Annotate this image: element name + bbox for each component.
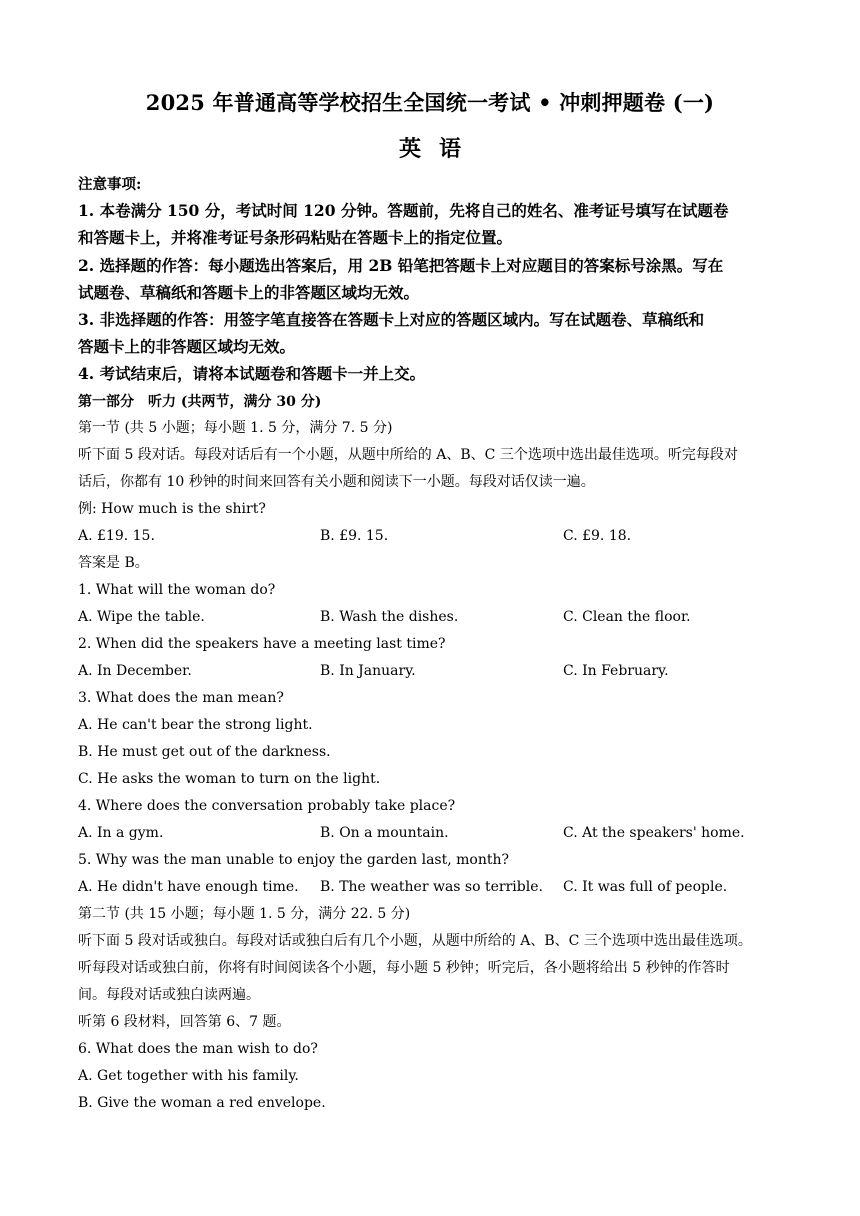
note-1-line-2: 和答题卡上，并将准考证号条形码粘贴在答题卡上的指定位置。 [78, 228, 513, 247]
example-option-c: C. £9. 18. [563, 528, 632, 544]
q3-option-b: B. He must get out of the darkness. [78, 744, 331, 760]
example-question: 例: How much is the shirt? [78, 501, 266, 517]
example-option-a: A. £19. 15. [78, 528, 155, 544]
example-option-b: B. £9. 15. [320, 528, 389, 544]
question-5: 5. Why was the man unable to enjoy the garden last, month? [78, 852, 509, 868]
example-answer: 答案是 B。 [78, 555, 149, 571]
subject-title: 英语 [398, 136, 479, 162]
section2-instructions-line-1: 听下面 5 段对话或独白。每段对话或独白后有几个小题，从题中所给的 A、B、C 三个选项中选出最佳选项。 [78, 933, 752, 949]
q6-option-b: B. Give the woman a red envelope. [78, 1095, 326, 1111]
q3-option-c: C. He asks the woman to turn on the light. [78, 771, 381, 787]
question-2: 2. When did the speakers have a meeting last time? [78, 636, 446, 652]
q1-option-c: C. Clean the floor. [563, 609, 691, 625]
q4-option-b: B. On a mountain. [320, 825, 449, 841]
q5-option-a: A. He didn't have enough time. [78, 879, 299, 895]
q1-option-a: A. Wipe the table. [78, 609, 205, 625]
note-2-line-1: 2. 选择题的作答：每小题选出答案后，用 2B 铅笔把答题卡上对应题目的答案标号涂黑。写在 [78, 256, 724, 275]
q4-option-a: A. In a gym. [78, 825, 164, 841]
note-4: 4. 考试结束后，请将本试题卷和答题卡一并上交。 [78, 364, 426, 383]
question-1: 1. What will the woman do? [78, 582, 276, 598]
note-1-line-1: 1. 本卷满分 150 分，考试时间 120 分钟。答题前，先将自己的姓名、准考证号填写在试题卷 [78, 201, 729, 220]
q2-option-c: C. In February. [563, 663, 669, 679]
section1-heading: 第一节 (共 5 小题；每小题 1. 5 分，满分 7. 5 分) [78, 420, 393, 436]
q2-option-b: B. In January. [320, 663, 416, 679]
part1-heading: 第一部分 听力 (共两节，满分 30 分) [78, 394, 322, 410]
section2-heading: 第二节 (共 15 小题；每小题 1. 5 分，满分 22. 5 分) [78, 906, 411, 922]
question-6: 6. What does the man wish to do? [78, 1041, 318, 1057]
q4-option-c: C. At the speakers' home. [563, 825, 745, 841]
q6-option-a: A. Get together with his family. [78, 1068, 299, 1084]
notes-heading: 注意事项: [78, 176, 142, 193]
section2-instructions-line-2: 听每段对话或独白前，你将有时间阅读各个小题，每小题 5 秒钟；听完后，各小题将给出 5 秒钟的作答时 [78, 960, 730, 976]
note-3-line-2: 答题卡上的非答题区域均无效。 [78, 337, 296, 356]
q2-option-a: A. In December. [78, 663, 192, 679]
q1-option-b: B. Wash the dishes. [320, 609, 459, 625]
q5-option-c: C. It was full of people. [563, 879, 728, 895]
note-3-line-1: 3. 非选择题的作答：用签字笔直接答在答题卡上对应的答题区域内。写在试题卷、草稿纸和 [78, 310, 705, 329]
q5-option-b: B. The weather was so terrible. [320, 879, 543, 895]
section2-instructions-line-3: 间。每段对话或独白读两遍。 [78, 987, 260, 1003]
exam-title: 2025 年普通高等学校招生全国统一考试 • 冲刺押题卷 (一) [145, 90, 715, 115]
note-2-line-2: 试题卷、草稿纸和答题卡上的非答题区域均无效。 [78, 283, 420, 302]
material-6-prompt: 听第 6 段材料，回答第 6、7 题。 [78, 1014, 291, 1030]
question-3: 3. What does the man mean? [78, 690, 284, 706]
question-4: 4. Where does the conversation probably take place? [78, 798, 456, 814]
section1-instructions-line-1: 听下面 5 段对话。每段对话后有一个小题，从题中所给的 A、B、C 三个选项中选出最佳选项。听完每段对 [78, 447, 738, 463]
section1-instructions-line-2: 话后，你都有 10 秒钟的时间来回答有关小题和阅读下一小题。每段对话仅读一遍。 [78, 474, 595, 490]
q3-option-a: A. He can't bear the strong light. [78, 717, 313, 733]
